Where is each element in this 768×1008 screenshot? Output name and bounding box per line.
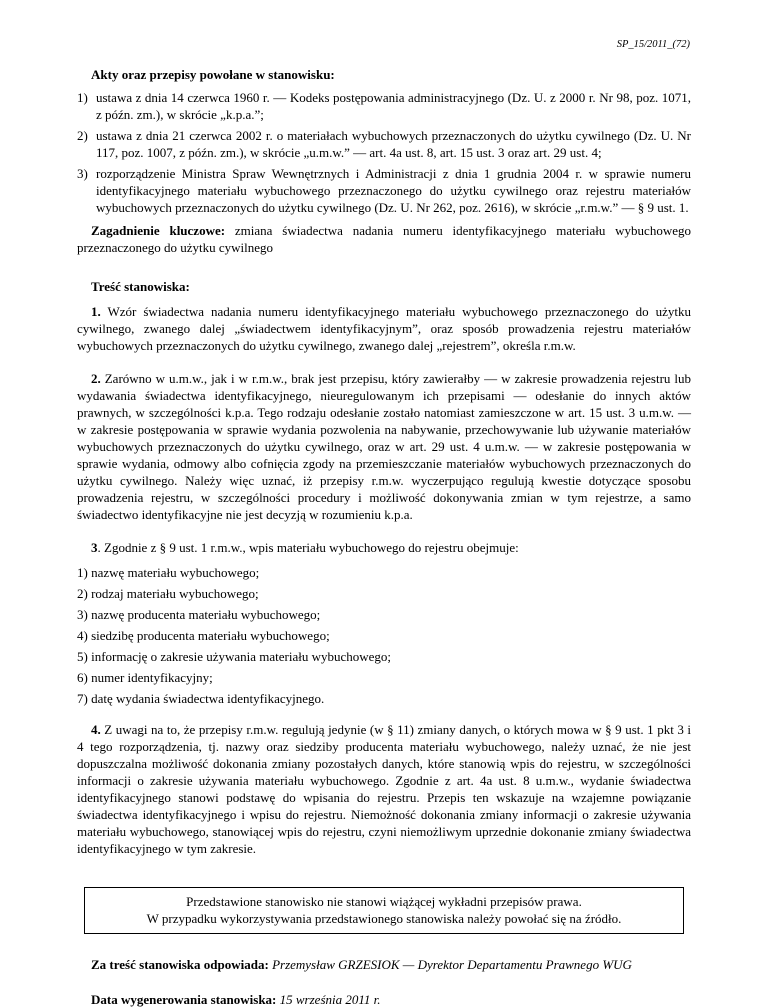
register-entry-list	[77, 564, 691, 707]
list-item: 5) informację o zakresie używania materiału wybuchowego;	[77, 649, 392, 664]
acts-heading: Akty oraz przepisy powołane w stanowisku:	[91, 67, 335, 82]
key-issue-text: zmiana świadectwa nadania numeru identyfikacyjnego materiału wybuchowego przeznaczonego do użytku cywilnego	[77, 223, 691, 255]
content-heading: Treść stanowiska:	[91, 279, 190, 294]
paragraph-text: Zarówno w u.m.w., jak i w r.m.w., brak jest przepisu, który zawierałby — w zakresie prowadzenia rejestru lub wydawania świadectwa identyfikacyjnego, nieuregulowanym ich przepisami — odesłanie do innych aktów prawnych, w szczególności k.p.a. Tego rodzaju odesłanie zostało natomiast zamieszczone w art. 15 ust. 3 u.m.w. — w zakresie postępowania w sprawie wydania pozwolenia na nabywanie, przechowywanie lub używanie materiałów wybuchowych przeznaczonych do użytku cywilnego, oraz w art. 29 ust. 4 u.m.w. — w zakresie postępowania w sprawie wydania, odmowy albo cofnięcia zgody na przemieszczanie materiałów wybuchowych przeznaczonych do użytku cywilnego. Należy więc uznać, iż przepisy r.m.w. wyczerpująco regulują kwestie dotyczące sposobu prowadzenia rejestru, w szczególności procedury i możliwość dokonywania zmian w tym rejestrze, a samo świadectwo identyfikacyjne nie jest decyzją w rozumieniu k.p.a.	[77, 371, 691, 522]
disclaimer-line: W przypadku wykorzystywania przedstawionego stanowiska należy powołać się na źródło.	[146, 911, 622, 926]
item-number: 3)	[77, 166, 88, 181]
list-item: 4) siedzibę producenta materiału wybuchowego;	[77, 628, 330, 643]
list-item: 2) rodzaj materiału wybuchowego;	[77, 586, 259, 601]
list-item	[77, 89, 691, 123]
item-text: ustawa z dnia 14 czerwca 1960 r. — Kodeks postępowania administracyjnego (Dz. U. z 2000 r. Nr 98, poz. 1071, z późn. zm.), w skrócie „k.p.a.”;	[96, 90, 691, 122]
paragraph-text: . Zgodnie z § 9 ust. 1 r.m.w., wpis materiału wybuchowego do rejestru obejmuje:	[97, 540, 519, 555]
paragraph-text: Z uwagi na to, że przepisy r.m.w. regulują jedynie (w § 11) zmiany danych, o których mowa w § 9 ust. 1 pkt 3 i 4 tego rozporządzenia, tj. nazwy oraz siedziby producenta materiału wybuchowego, należy uznać, że nie jest dopuszczalna możliwość dokonania zmiany pozostałych danych, które stanowią wpis do rejestru, w szczególności informacji o zakresie używania materiału wybuchowego. Zgodnie z art. 4a ust. 8 u.m.w., wydanie świadectwa identyfikacyjnego stanowi podstawę do wpisania do rejestru. Przepis ten wskazuje na wzajemne powiązanie świadectwa identyfikacyjnego i wpisu do rejestru. Niemożność dokonania zmiany informacji o zakresie używania materiału wybuchowego, stanowiącej wpis do rejestru, czyni niemożliwym uprzednie dokonanie zmiany świadectwa identyfikacyjnego w tym zakresie.	[77, 722, 691, 856]
paragraph-3	[77, 539, 691, 556]
disclaimer-box	[84, 887, 684, 934]
date-label: Data wygenerowania stanowiska:	[91, 992, 277, 1007]
paragraph-2	[77, 370, 691, 523]
list-item	[77, 127, 691, 161]
list-item: 7) datę wydania świadectwa identyfikacyjnego.	[77, 691, 325, 706]
list-item	[77, 165, 691, 216]
key-issue-label: Zagadnienie kluczowe:	[91, 223, 226, 238]
document-id: SP_15/2011_(72)	[616, 39, 690, 50]
list-item: 6) numer identyfikacyjny;	[77, 670, 213, 685]
paragraph-text: Wzór świadectwa nadania numeru identyfikacyjnego materiału wybuchowego przeznaczonego do użytku cywilnego, zwanego dalej „świadectwem identyfikacyjnym”, oraz sposób prowadzenia rejestru materiałów wybuchowych przeznaczonych do użytku cywilnego, zwanego dalej „rejestrem”, określa r.m.w.	[77, 304, 691, 353]
date-value: 15 września 2011 r.	[276, 992, 381, 1007]
item-text: ustawa z dnia 21 czerwca 2002 r. o materiałach wybuchowych przeznaczonych do użytku cywilnego (Dz. U. Nr 117, poz. 1007, z późn. zm.), w skrócie „u.m.w.” — art. 4a ust. 8, art. 15 ust. 3 oraz art. 29 ust. 4;	[96, 128, 691, 160]
paragraph-number: 2.	[91, 371, 101, 386]
paragraph-4	[77, 721, 691, 857]
key-issue	[77, 222, 691, 256]
item-number: 1)	[77, 90, 88, 105]
responsible-label: Za treść stanowiska odpowiada:	[91, 957, 269, 972]
disclaimer-line: Przedstawione stanowisko nie stanowi wiążącej wykładni przepisów prawa.	[186, 894, 582, 909]
paragraph-1	[77, 303, 691, 354]
acts-list	[77, 89, 691, 216]
paragraph-number: 3	[91, 540, 98, 555]
paragraph-number: 4.	[91, 722, 101, 737]
responsible-value: Przemysław GRZESIOK — Dyrektor Departamentu Prawnego WUG	[268, 957, 632, 972]
responsible-person	[91, 956, 691, 973]
item-number: 2)	[77, 128, 88, 143]
list-item: 1) nazwę materiału wybuchowego;	[77, 565, 260, 580]
item-text: rozporządzenie Ministra Spraw Wewnętrznych i Administracji z dnia 1 grudnia 2004 r. w sprawie numeru identyfikacyjnego materiału wybuchowego przeznaczonego do użytku cywilnego oraz rejestru materiałów wybuchowych przeznaczonych do użytku cywilnego (Dz. U. Nr 262, poz. 2616), w skrócie „r.m.w.” — § 9 ust. 1.	[96, 166, 691, 215]
list-item: 3) nazwę producenta materiału wybuchowego;	[77, 607, 321, 622]
paragraph-number: 1.	[91, 304, 101, 319]
